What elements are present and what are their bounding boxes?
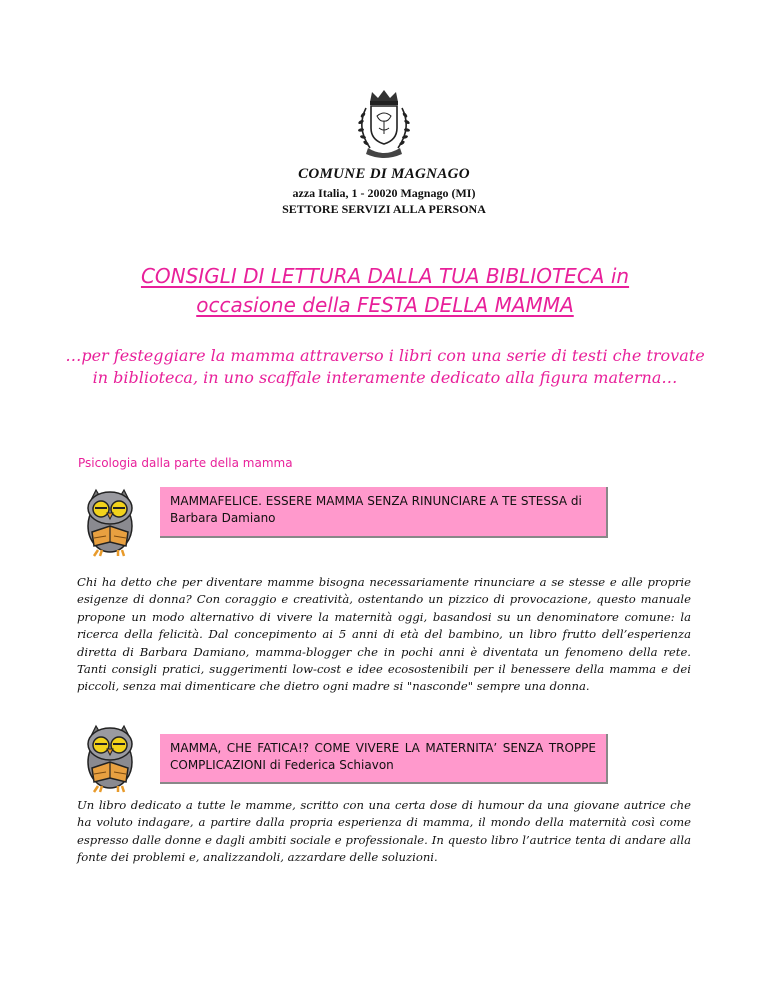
owl-reading-icon bbox=[76, 480, 148, 558]
page-title-line-2: occasione della FESTA DELLA MAMMA bbox=[196, 293, 574, 317]
section-heading: Psicologia dalla parte della mamma bbox=[78, 456, 293, 470]
owl-reading-icon bbox=[76, 716, 148, 794]
book-author: di Barbara Damiano bbox=[170, 494, 582, 525]
book-title: MAMMAFELICE. ESSERE MAMMA SENZA RINUNCIARE A TE STESSA bbox=[170, 494, 568, 508]
page-title bbox=[60, 262, 710, 320]
book-description: Chi ha detto che per diventare mamme bisogna necessariamente rinunciare a se stesse e alle proprie esigenze di donna? Con coraggio e creatività, ostentando un pizzico di provocazione, questo manuale propone un modo alternativo di vivere la maternità oggi, basandosi su un denominatore comune: la ricerca della felicità. Dal concepimento ai 5 anni di età del bambino, un libro frutto dell’esperienza diretta di Barbara Damiano, mamma-blogger che in pochi anni è diventata un fenomeno della rete. Tanti consigli pratici, suggerimenti low-cost e idee ecosostenibili per il benessere della mamma e dei piccoli, senza mai dimenticare che dietro ogni madre si "nasconde" sempre una donna. bbox=[77, 575, 691, 694]
municipality-sector: SETTORE SERVIZI ALLA PERSONA bbox=[282, 202, 486, 216]
book-description: Un libro dedicato a tutte le mamme, scritto con una certa dose di humour da una giovane autrice che ha voluto indagare, a partire dalla propria esperienza di mamma, il mondo della maternità così come espresso dalle donne e dagli ambiti sociale e professionale. In questo libro l’autrice tenta di andare alla fonte dei problemi e, analizzandoli, azzardare delle soluzioni. bbox=[77, 798, 691, 865]
page-title-line-1: CONSIGLI DI LETTURA DALLA TUA BIBLIOTECA in bbox=[140, 264, 630, 288]
book-title: MAMMA, CHE FATICA!? COME VIVERE LA MATERNITA’ SENZA TROPPE COMPLICAZIONI bbox=[170, 741, 596, 772]
book-title-box bbox=[160, 734, 608, 784]
page-subtitle: …per festeggiare la mamma attraverso i libri con una serie di testi che trovate in biblioteca, in uno scaffale interamente dedicato alla figura materna… bbox=[65, 346, 705, 387]
municipality-address: azza Italia, 1 - 20020 Magnago (MI) bbox=[292, 186, 476, 200]
municipality-name: COMUNE DI MAGNAGO bbox=[298, 166, 470, 182]
book-title-box bbox=[160, 487, 608, 538]
book-author: di Federica Schiavon bbox=[269, 758, 394, 772]
coat-of-arms-icon bbox=[344, 88, 424, 164]
